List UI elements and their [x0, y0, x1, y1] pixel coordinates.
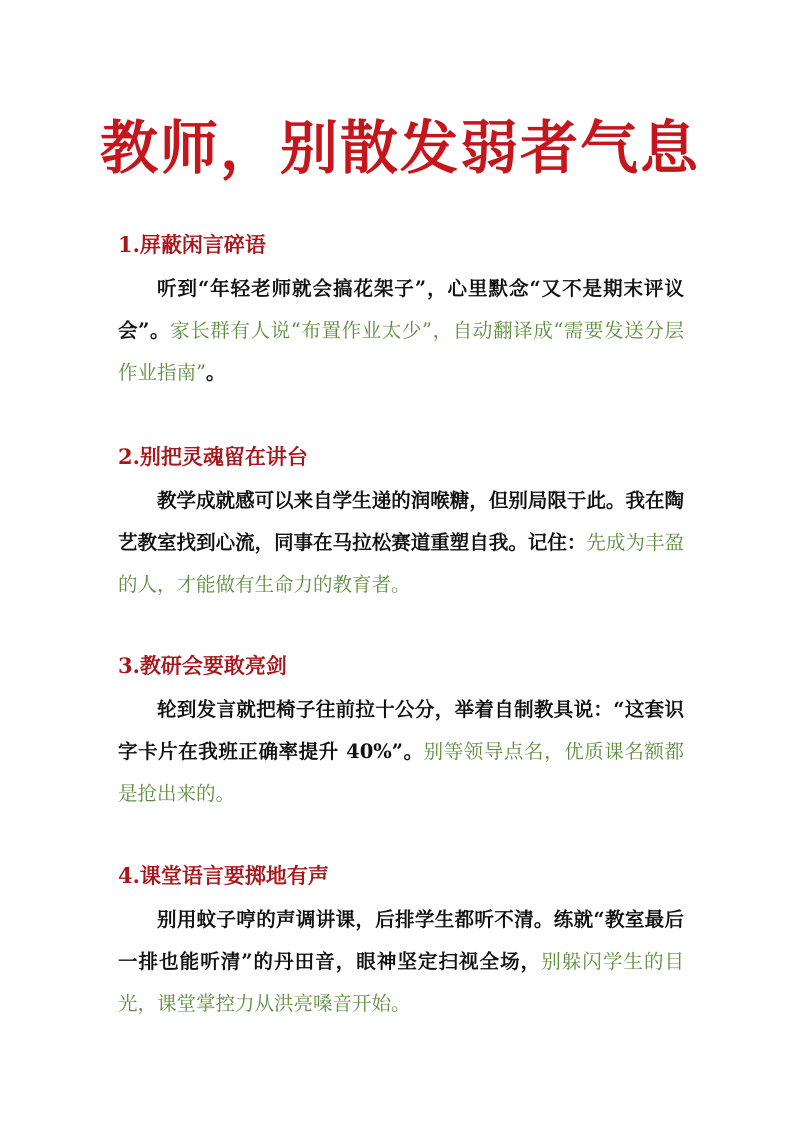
highlight-text: 别躲闪学生的目光，课堂掌控力从洪亮嗓音开始。	[118, 950, 684, 1015]
section-4	[118, 861, 684, 1025]
body-text: 教学成就感可以来自学生递的润喉糖，但别局限于此。我在陶艺教室找到心流，同事在马拉松赛道重塑自我。记住：	[118, 489, 684, 554]
section-body	[118, 689, 684, 815]
section-1	[118, 230, 684, 394]
section-heading: 2.别把灵魂留在讲台	[118, 444, 308, 469]
highlight-text: 先成为丰盈的人，才能做有生命力的教育者。	[118, 531, 684, 596]
section-3	[118, 651, 684, 815]
section-heading: 3.教研会要敢亮剑	[118, 653, 287, 678]
body-text: 轮到发言就把椅子往前拉十公分，举着自制教具说：“这套识字卡片在我班正确率提升 40%”。	[118, 698, 684, 763]
highlight-text: 家长群有人说“布置作业太少”，自动翻译成“需要发送分层作业指南”	[118, 319, 684, 384]
body-text: 听到“年轻老师就会搞花架子”，心里默念“又不是期末评议会”。	[118, 277, 684, 342]
body-tail: 。	[205, 361, 226, 384]
section-heading: 4.课堂语言要掷地有声	[118, 863, 329, 888]
section-body	[118, 268, 684, 394]
highlight-text: 别等领导点名，优质课名额都是抢出来的。	[118, 740, 684, 805]
section-heading: 1.屏蔽闲言碎语	[118, 232, 266, 257]
section-2	[118, 442, 684, 606]
section-body	[118, 480, 684, 606]
page-title: 教师，别散发弱者气息	[99, 114, 700, 182]
section-body	[118, 899, 684, 1025]
body-text: 别用蚊子哼的声调讲课，后排学生都听不清。练就“教室最后一排也能听清”的丹田音，眼神坚定扫视全场，	[118, 908, 684, 973]
